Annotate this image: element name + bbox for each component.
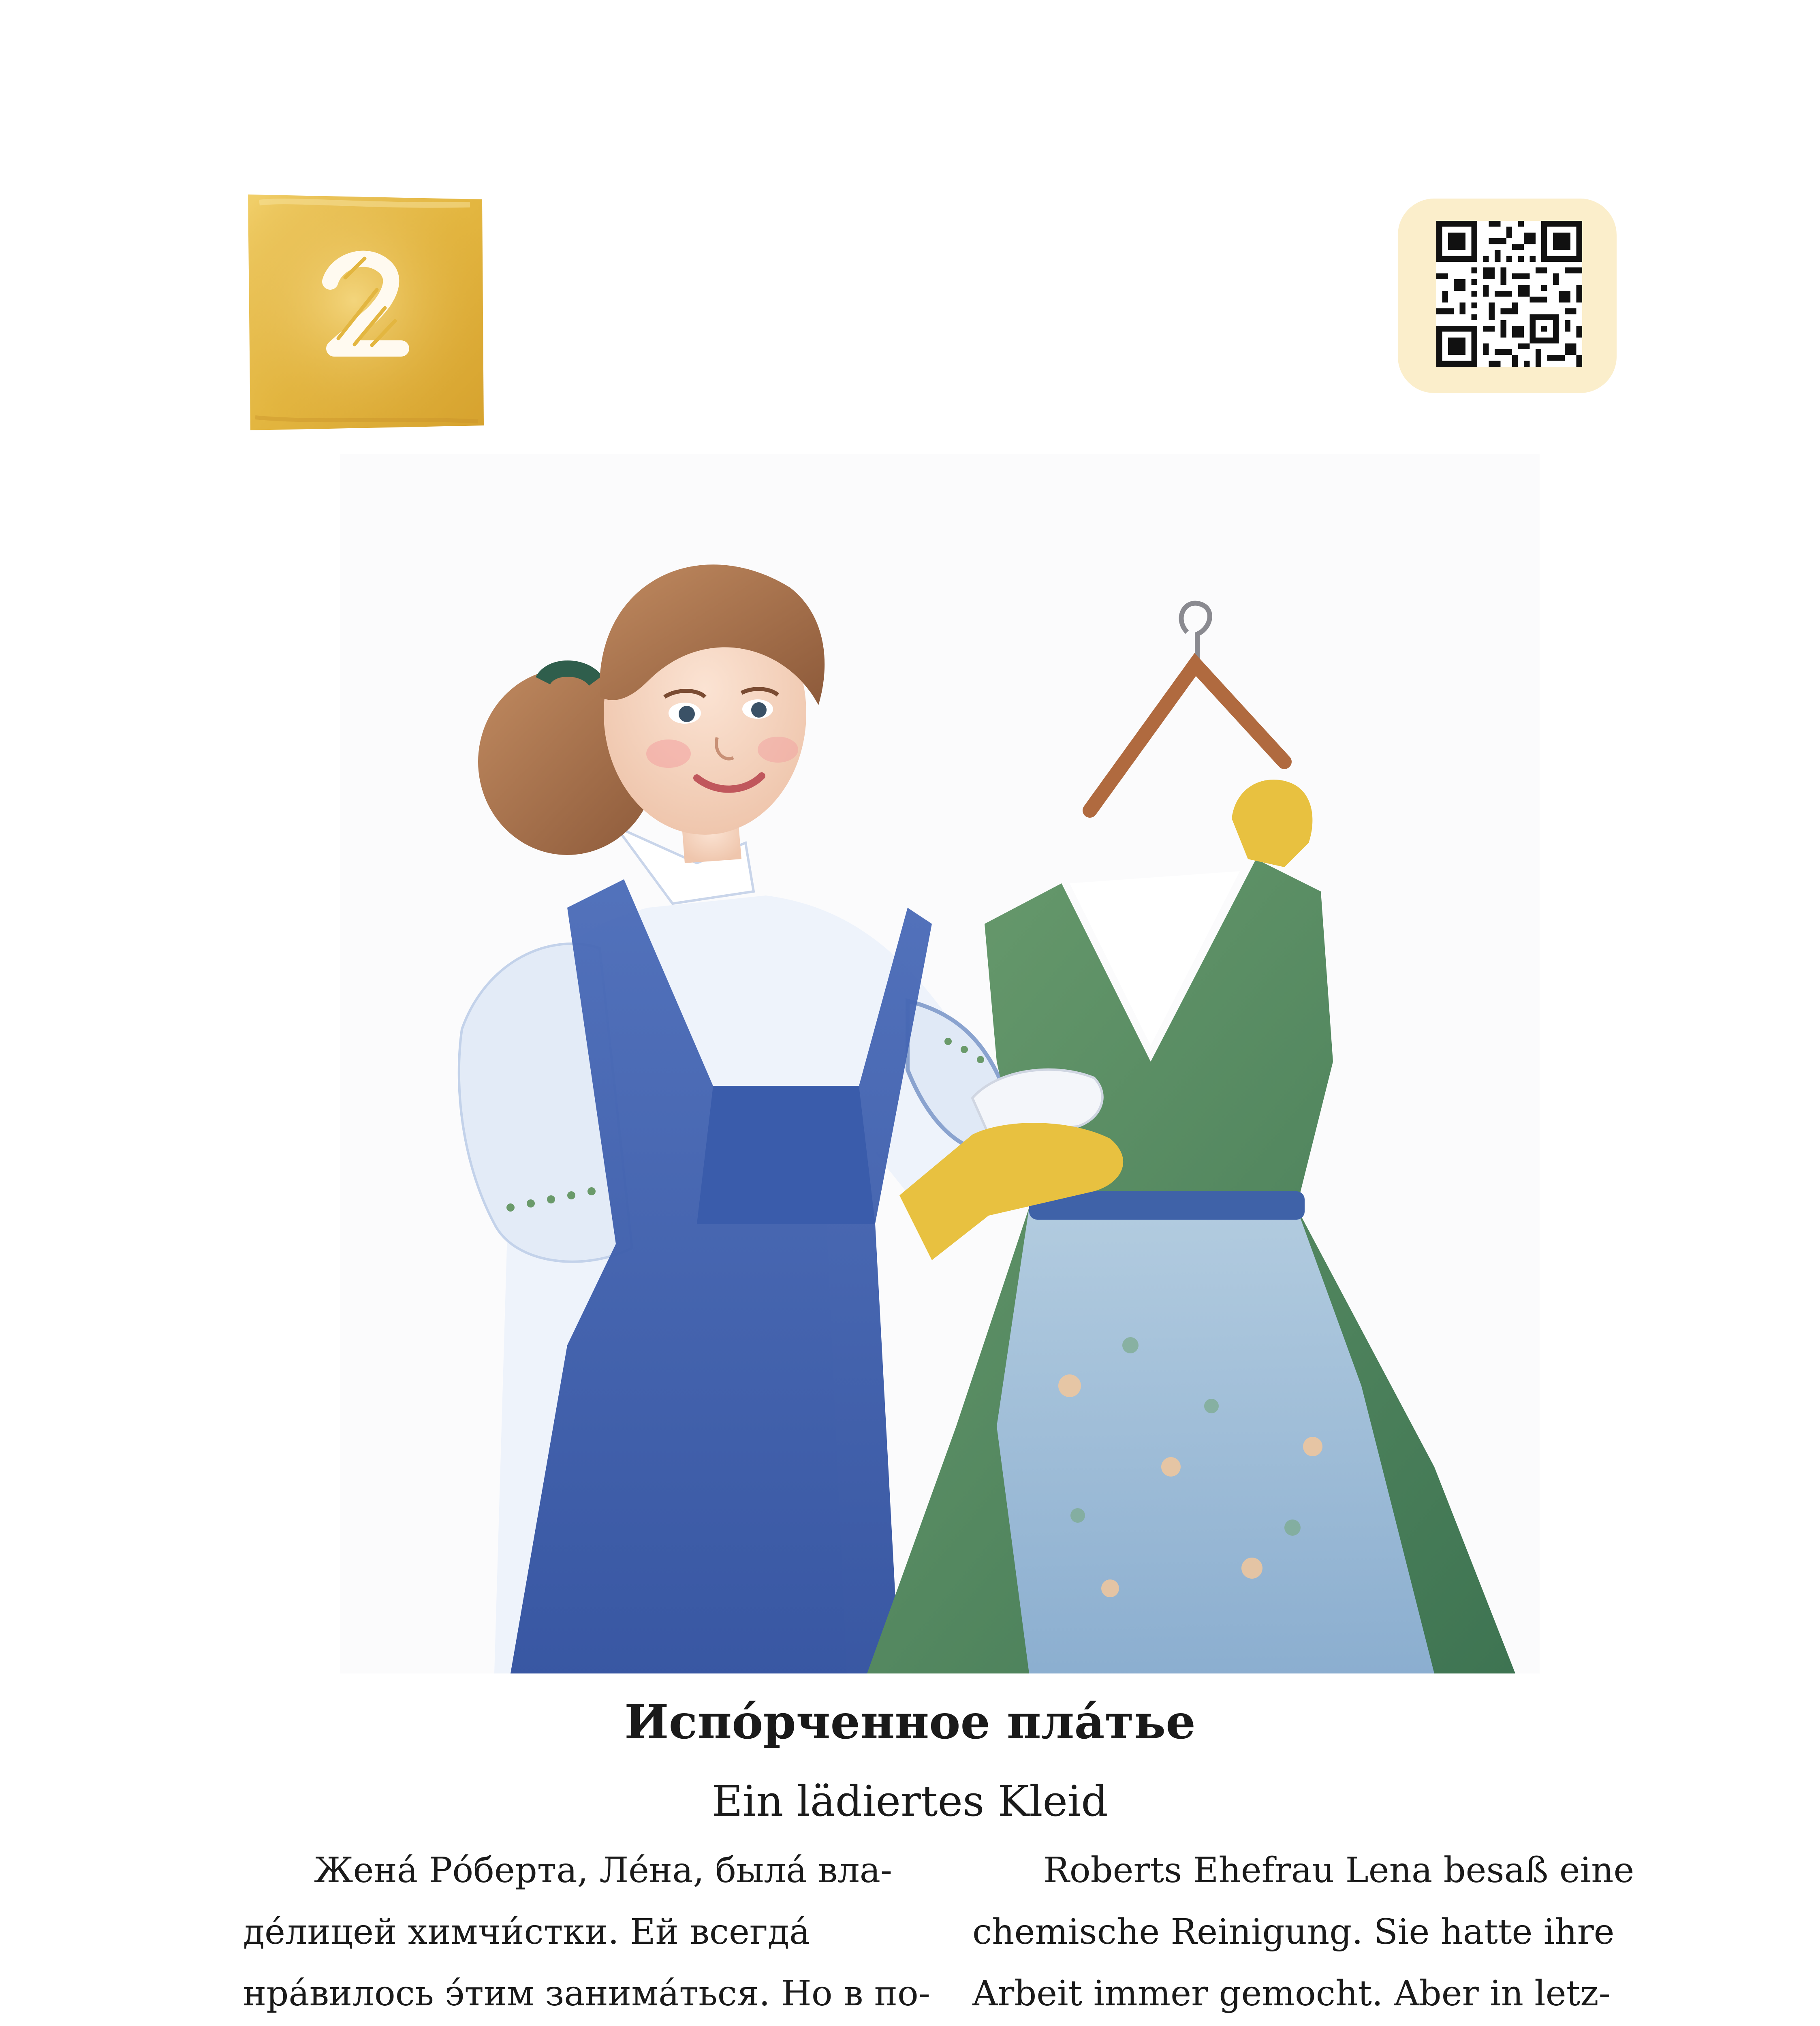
- text-line: Жена́ Ро́берта, Ле́на, была́ вла-: [314, 1850, 893, 1891]
- text-line: [972, 2024, 1645, 2026]
- chapter-number-badge: [243, 190, 486, 434]
- german-text-column: [972, 1840, 1645, 2026]
- qr-code[interactable]: [1436, 221, 1582, 367]
- text-line: chemische Reinigung. Sie hatte ihre: [972, 1912, 1615, 1952]
- text-line: Roberts Ehefrau Lena besaß eine: [1043, 1850, 1634, 1891]
- text-line: [243, 2024, 948, 2026]
- text-line: де́лицей химчи́стки. Ей всегда́: [243, 1912, 810, 1952]
- chapter-title-german: Ein lädiertes Kleid: [712, 1776, 1108, 1826]
- russian-text-column: [243, 1840, 948, 2026]
- qr-code-frame: [1398, 199, 1617, 393]
- watercolor-illustration: [340, 454, 1540, 1673]
- illustration-woman-with-dress: [340, 454, 1540, 1673]
- text-line: нра́вилось э́тим занима́ться. Но в по-: [243, 1973, 930, 2014]
- text-line: Arbeit immer gemocht. Aber in letz-: [972, 1973, 1611, 2014]
- chapter-title-russian: Испо́рченное пла́тье: [624, 1695, 1196, 1750]
- chapter-number-graphic: [243, 190, 486, 434]
